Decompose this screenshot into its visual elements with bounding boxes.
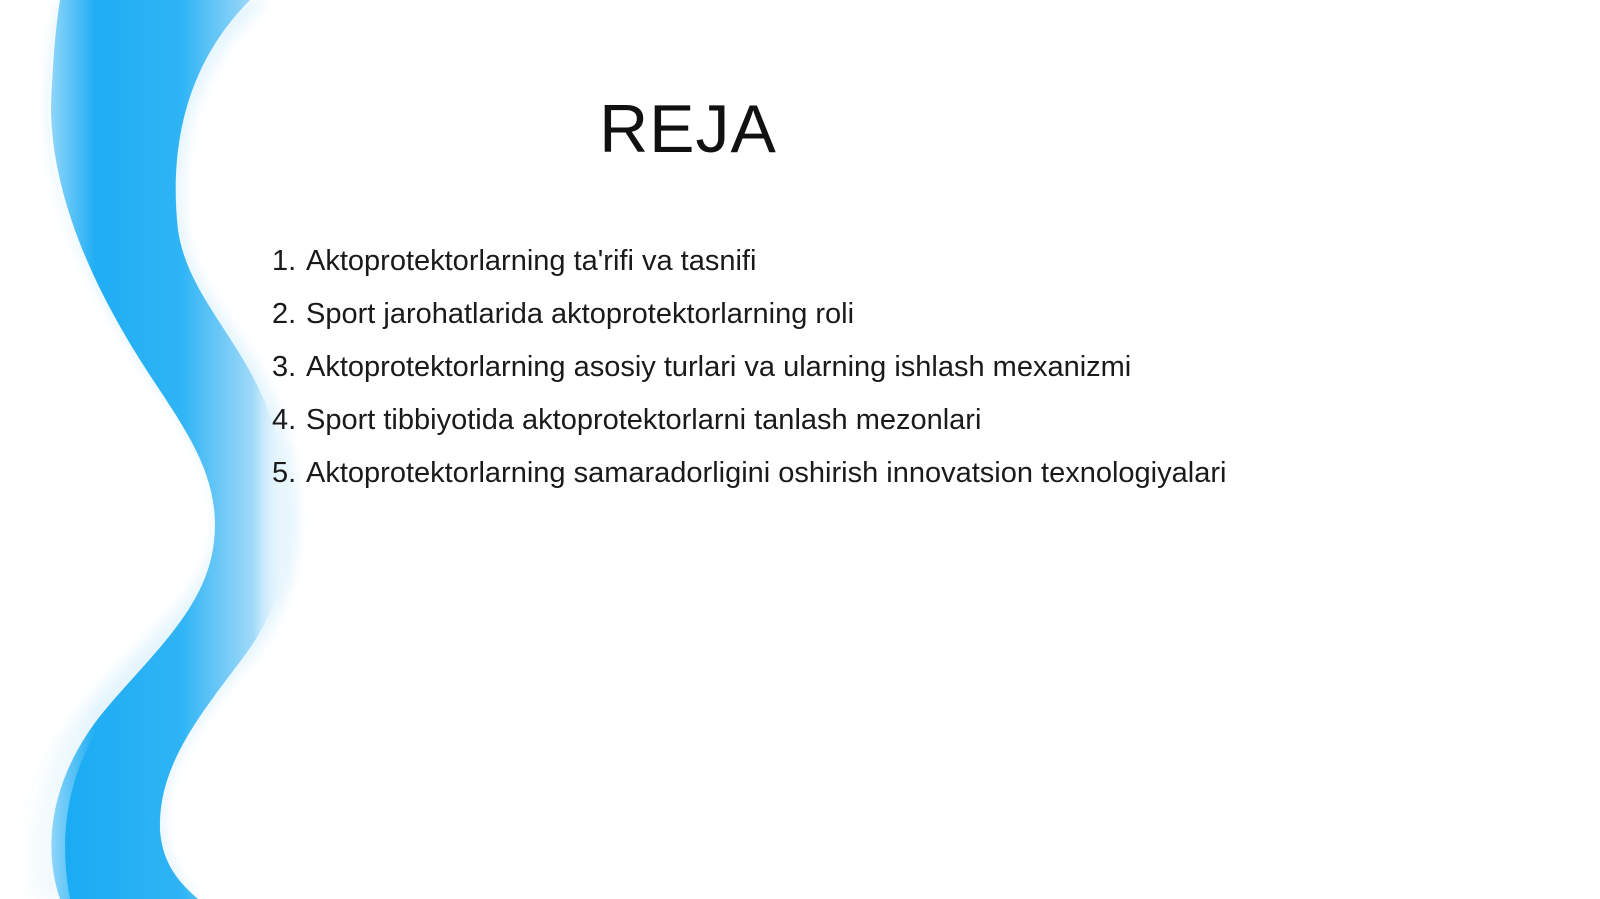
- list-item-text: Aktoprotektorlarning samaradorligini oshirish innovatsion texnologiyalari: [306, 457, 1227, 489]
- agenda-list: [272, 240, 1226, 505]
- slide-title: REJA: [599, 91, 777, 167]
- list-item: [272, 399, 1226, 452]
- list-item: [272, 293, 1226, 346]
- list-item-number: 5.: [272, 457, 297, 489]
- list-item-text: Aktoprotektorlarning asosiy turlari va ularning ishlash mexanizmi: [306, 351, 1132, 383]
- list-item: [272, 346, 1226, 399]
- list-item-number: 3.: [272, 351, 297, 383]
- list-item: [272, 240, 1226, 293]
- list-item-text: Aktoprotektorlarning ta'rifi va tasnifi: [306, 245, 757, 277]
- list-item-number: 4.: [272, 404, 297, 436]
- list-item-number: 1.: [272, 245, 297, 277]
- list-item-text: Sport tibbiyotida aktoprotektorlarni tanlash mezonlari: [306, 404, 982, 436]
- list-item: [272, 452, 1226, 505]
- list-item-number: 2.: [272, 298, 297, 330]
- list-item-text: Sport jarohatlarida aktoprotektorlarning roli: [306, 298, 855, 330]
